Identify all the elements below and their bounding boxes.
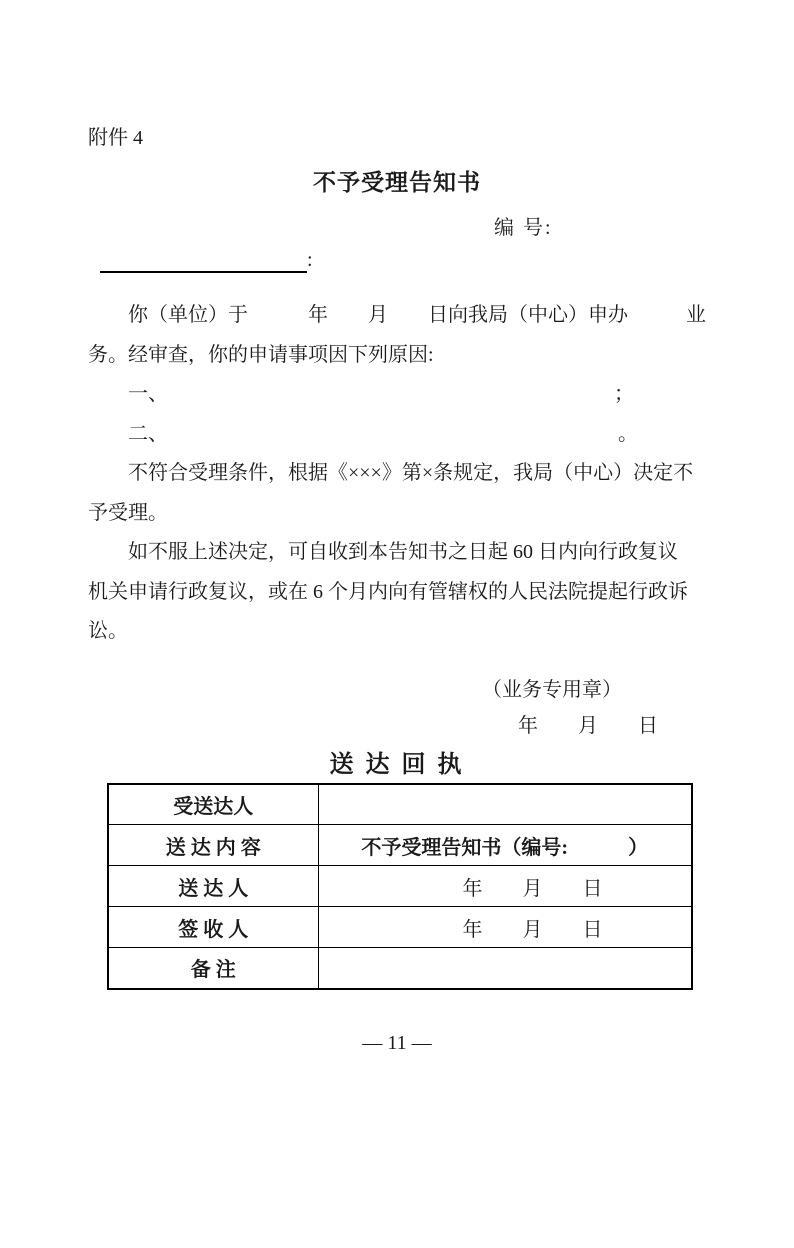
body-line (88, 570, 706, 610)
page-number: — 11 — (362, 1031, 432, 1054)
body-line-tail: ； (614, 383, 634, 406)
row-value: 年 月 日 (318, 907, 692, 948)
body-line (88, 333, 706, 373)
receipt-row (108, 948, 692, 989)
body-line-text: 不符合受理条件，根据《×××》第×条规定，我局（中心）决定不 (88, 462, 694, 485)
addressee-line (88, 247, 706, 273)
number-label: 编 号: (494, 217, 553, 239)
row-label: 备 注 (108, 948, 318, 989)
body-line-text: 你（单位）于 年 月 日向我局（中心）申办 (88, 304, 628, 327)
body-line-text: 予受理。 (88, 501, 168, 524)
body-line-tail: 。 (618, 422, 638, 445)
body-line (88, 491, 706, 531)
body-line (88, 451, 706, 491)
addressee-colon: : (307, 249, 313, 271)
body-text (88, 293, 706, 649)
receipt-row (108, 866, 692, 907)
seal-date: 年 月 日 (518, 714, 658, 737)
row-value: 年 月 日 (318, 866, 692, 907)
row-value: 不予受理告知书（编号: ） (318, 825, 692, 866)
body-line-text: 如不服上述决定，可自收到本告知书之日起 60 日内向行政复议 (88, 541, 678, 564)
attachment-label: 附件 4 (88, 127, 143, 149)
receipt-row (108, 907, 692, 948)
receipt-row (108, 784, 692, 825)
body-line (88, 609, 706, 649)
body-line-text: 一、 (88, 383, 168, 406)
body-line (88, 372, 706, 412)
receipt-heading: 送 达 回 执 (329, 751, 465, 778)
row-label: 签 收 人 (108, 907, 318, 948)
body-line-text: 务。经审查，你的申请事项因下列原因: (88, 343, 434, 366)
document-page (0, 125, 794, 1248)
body-line-tail: 业 (686, 304, 706, 327)
body-line-text: 讼。 (88, 620, 128, 643)
row-label: 受送达人 (108, 784, 318, 825)
body-line-text: 机关申请行政复议，或在 6 个月内向有管辖权的人民法院提起行政诉 (88, 580, 688, 603)
body-line-text: 二、 (88, 422, 168, 445)
receipt-table (107, 783, 693, 990)
row-value (318, 784, 692, 825)
addressee-underline (100, 249, 307, 273)
row-label: 送 达 内 容 (108, 825, 318, 866)
body-line (88, 293, 706, 333)
body-line (88, 530, 706, 570)
document-title: 不予受理告知书 (313, 170, 481, 195)
body-line (88, 412, 706, 452)
row-value (318, 948, 692, 989)
row-label: 送 达 人 (108, 866, 318, 907)
receipt-row (108, 825, 692, 866)
seal-note: （业务专用章） (482, 678, 622, 701)
